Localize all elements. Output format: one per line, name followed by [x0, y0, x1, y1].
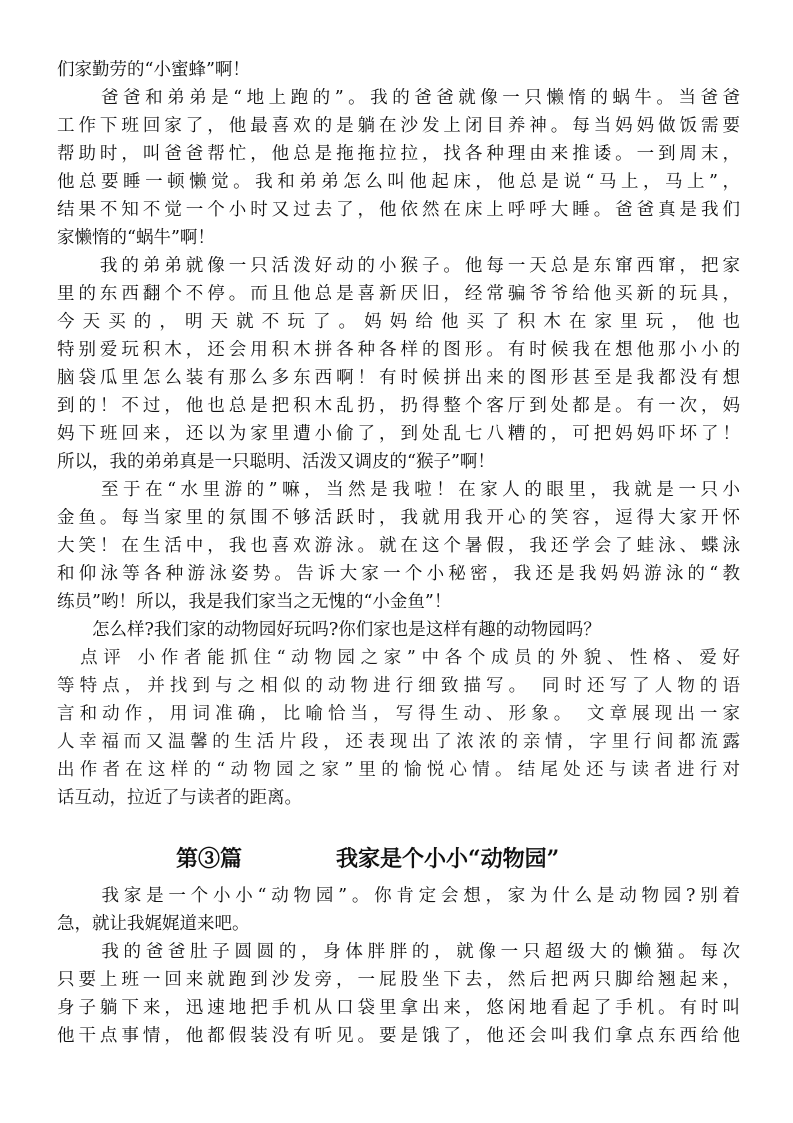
text-line: 们家勤劳的“小蜜蜂”啊！: [57, 60, 250, 80]
text-line: 练员”哟！所以，我是我们家当之无愧的“小金鱼”！: [57, 592, 452, 612]
text-line: 所以，我的弟弟真是一只聪明、活泼又调皮的“猴子”啊！: [57, 452, 495, 472]
article-number: 第③篇: [176, 846, 243, 872]
text-line: 家懒惰的“蜗牛”啊！: [57, 228, 215, 248]
text-line: 和仰泳等各种游泳姿势。告诉大家一个小秘密，我还是我妈妈游泳的“教: [57, 564, 740, 584]
text-line: 怎么样?我们家的动物园好玩吗?你们家也是这样有趣的动物园吗？: [57, 620, 601, 640]
text-line: 他总要睡一顿懒觉。我和弟弟怎么叫他起床，他总是说“马上，马上”，: [57, 172, 740, 192]
text-line: 爸爸和弟弟是“地上跑的”。我的爸爸就像一只懒惰的蜗牛。当爸爸: [57, 88, 740, 108]
text-line: 里的东西翻个不停。而且他总是喜新厌旧，经常骗爷爷给他买新的玩具，: [57, 284, 740, 304]
comment-line: 言和动作，用词准确，比喻恰当，写得生动、形象。 文章展现出一家: [57, 704, 740, 724]
text-line: 到的！不过，他也总是把积木乱扔，扔得整个客厅到处都是。有一次，妈: [57, 396, 740, 416]
text-line: 急，就让我娓娓道来吧。: [57, 914, 250, 934]
comment-line: 点评 小作者能抓住“动物园之家”中各个成员的外貌、性格、爱好: [57, 648, 740, 668]
text-line: 今天买的，明天就不玩了。妈妈给他买了积木在家里玩，他也: [57, 312, 740, 332]
text-line: 至于在“水里游的”嘛，当然是我啦！在家人的眼里，我就是一只小: [57, 480, 740, 500]
text-line: 特别爱玩积木，还会用积木拼各种各样的图形。有时候我在想他那小小的: [57, 340, 740, 360]
text-line: 我家是一个小小“动物园”。你肯定会想，家为什么是动物园?别着: [57, 886, 740, 906]
text-line: 他干点事情，他都假装没有听见。要是饿了，他还会叫我们拿点东西给他: [57, 1026, 740, 1046]
text-line: 我的爸爸肚子圆圆的，身体胖胖的，就像一只超级大的懒猫。每次: [57, 942, 740, 962]
text-line: 脑袋瓜里怎么装有那么多东西啊！有时候拼出来的图形甚至是我都没有想: [57, 368, 740, 388]
text-line: 金鱼。每当家里的氛围不够活跃时，我就用我开心的笑容，逗得大家开怀: [57, 508, 740, 528]
article-title: 我家是个小小“动物园”: [336, 846, 560, 872]
text-line: 结果不知不觉一个小时又过去了，他依然在床上呼呼大睡。爸爸真是我们: [57, 200, 740, 220]
text-line: 妈下班回来，还以为家里遭小偷了，到处乱七八糟的，可把妈妈吓坏了！: [57, 424, 740, 444]
text-line: 帮助时，叫爸爸帮忙，他总是拖拖拉拉，找各种理由来推诿。一到周末，: [57, 144, 740, 164]
text-line: 身子躺下来，迅速地把手机从口袋里拿出来，悠闲地看起了手机。有时叫: [57, 998, 740, 1018]
text-line: 大笑！在生活中，我也喜欢游泳。就在这个暑假，我还学会了蛙泳、蝶泳: [57, 536, 740, 556]
text-line: 只要上班一回来就跑到沙发旁，一屁股坐下去，然后把两只脚给翘起来，: [57, 970, 740, 990]
comment-line: 出作者在这样的“动物园之家”里的愉悦心情。结尾处还与读者进行对: [57, 760, 740, 780]
text-line: 工作下班回家了，他最喜欢的是躺在沙发上闭目养神。每当妈妈做饭需要: [57, 116, 740, 136]
text-line: 我的弟弟就像一只活泼好动的小猴子。他每一天总是东窜西窜，把家: [57, 256, 740, 276]
comment-line: 等特点，并找到与之相似的动物进行细致描写。 同时还写了人物的语: [57, 676, 740, 696]
comment-line: 话互动，拉近了与读者的距离。: [57, 788, 302, 808]
comment-line: 人幸福而又温馨的生活片段，还表现出了浓浓的亲情，字里行间都流露: [57, 732, 740, 752]
